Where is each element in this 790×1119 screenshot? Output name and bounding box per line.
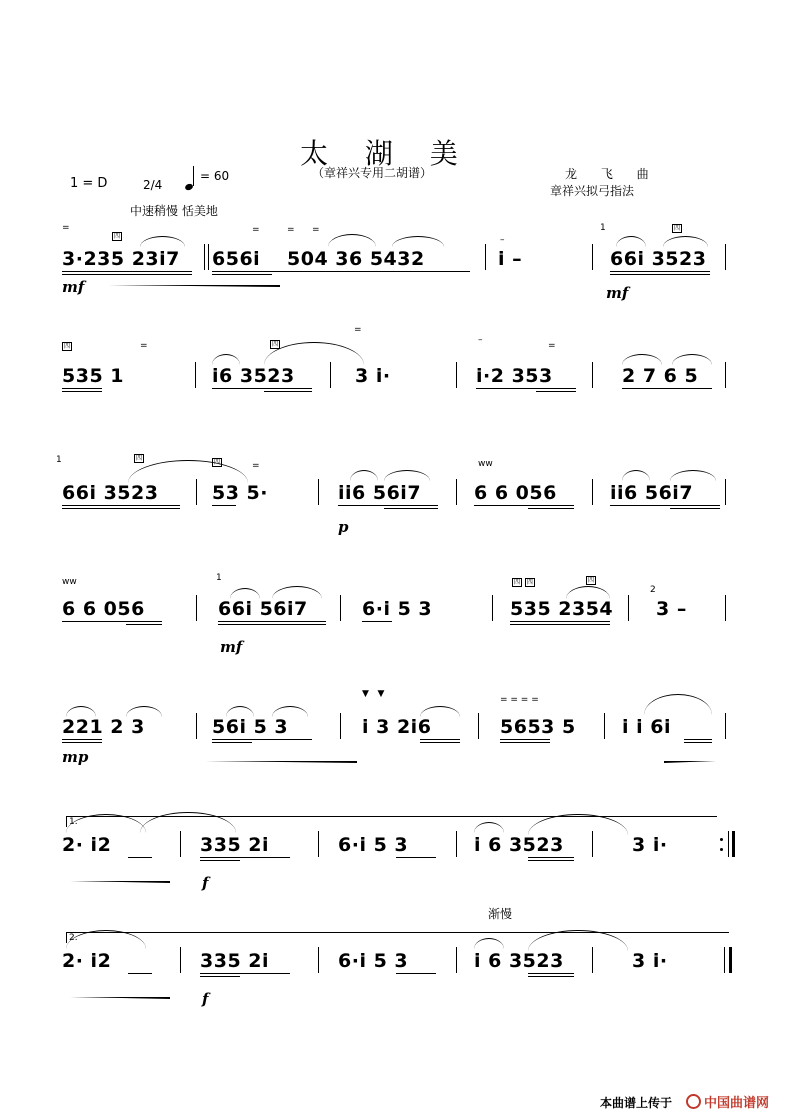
score-line-2-measure-5: 2 7 6 5: [622, 365, 699, 387]
time-signature: 2/4: [143, 178, 163, 192]
score-line-3-measure-3: ii6 56i7: [338, 482, 422, 504]
site-logo-icon: [686, 1094, 701, 1109]
arranger: 章祥兴拟弓指法: [550, 184, 635, 198]
dynamic-mf: mf: [62, 278, 85, 296]
score-line-5-measure-5: i i 6i: [622, 716, 671, 738]
score-line-2-measure-2: i6 3523: [212, 365, 295, 387]
dynamic-mp: mp: [62, 748, 89, 766]
score-line-7-measure-2: 335 2i: [200, 950, 270, 972]
ritardando-marking: 渐慢: [488, 907, 513, 921]
score-line-5-measure-1: 221 2 3: [62, 716, 145, 738]
score-line-1-measure-5: 66i 3523: [610, 248, 707, 270]
dynamic-mf: mf: [606, 284, 629, 302]
second-ending-bracket: 2.: [66, 932, 729, 943]
score-line-4-measure-4: 535 2354: [510, 598, 614, 620]
score-line-3-measure-2: 53 5·: [212, 482, 268, 504]
dynamic-mf: mf: [220, 638, 243, 656]
score-line-3-measure-5: ii6 56i7: [610, 482, 694, 504]
score-line-5-measure-3: i 3 2i6: [362, 716, 432, 738]
score-line-3-measure-4: 6 6 056: [474, 482, 557, 504]
first-ending-bracket: 1.: [66, 816, 717, 827]
quarter-note-icon: [184, 183, 194, 191]
score-line-7-measure-4: i 6 3523: [474, 950, 564, 972]
score-line-2-measure-4: i·2 353: [476, 365, 553, 387]
score-line-4-measure-1: 6 6 056: [62, 598, 145, 620]
tempo-marking: = 60: [185, 166, 229, 190]
score-line-4-measure-3: 6·i 5 3: [362, 598, 433, 620]
score-line-7-measure-1: 2· i2: [62, 950, 112, 972]
dynamic-p: p: [338, 518, 349, 536]
score-line-4-measure-2: 66i 56i7: [218, 598, 308, 620]
composer: 龙 飞 曲: [565, 167, 659, 181]
score-line-7-measure-5: 3 i·: [632, 950, 668, 972]
score-line-2-measure-3: 3 i·: [355, 365, 391, 387]
score-line-6-measure-5: 3 i·: [632, 834, 668, 856]
score-line-6-measure-1: 2· i2: [62, 834, 112, 856]
subtitle: （章祥兴专用二胡谱）: [312, 166, 433, 180]
score-line-1-measure-4: i –: [498, 248, 523, 270]
score-line-1-measure-1: 3·235 23i7: [62, 248, 180, 270]
dynamic-f: f: [202, 874, 209, 892]
score-line-1-measure-2: 656i: [212, 248, 261, 270]
footer-upload-note: 本曲谱上传于: [600, 1096, 673, 1110]
score-line-5-measure-2: 56i 5 3: [212, 716, 289, 738]
expression-marking: 中速稍慢 恬美地: [130, 204, 218, 218]
score-line-5-measure-4: 5653 5: [500, 716, 576, 738]
score-line-6-measure-2: 335 2i: [200, 834, 270, 856]
key-signature: 1 = D: [70, 176, 108, 191]
score-line-2-measure-1: 535 1: [62, 365, 124, 387]
score-line-6-measure-4: i 6 3523: [474, 834, 564, 856]
site-logo[interactable]: 中国曲谱网: [686, 1092, 769, 1111]
score-line-4-measure-5: 3 –: [656, 598, 687, 620]
score-line-3-measure-1: 66i 3523: [62, 482, 159, 504]
score-line-6-measure-3: 6·i 5 3: [338, 834, 409, 856]
score-line-1-measure-3: 504 36 5432: [287, 248, 425, 270]
dynamic-f: f: [202, 990, 209, 1008]
song-title: 太 湖 美: [300, 137, 472, 170]
score-line-7-measure-3: 6·i 5 3: [338, 950, 409, 972]
